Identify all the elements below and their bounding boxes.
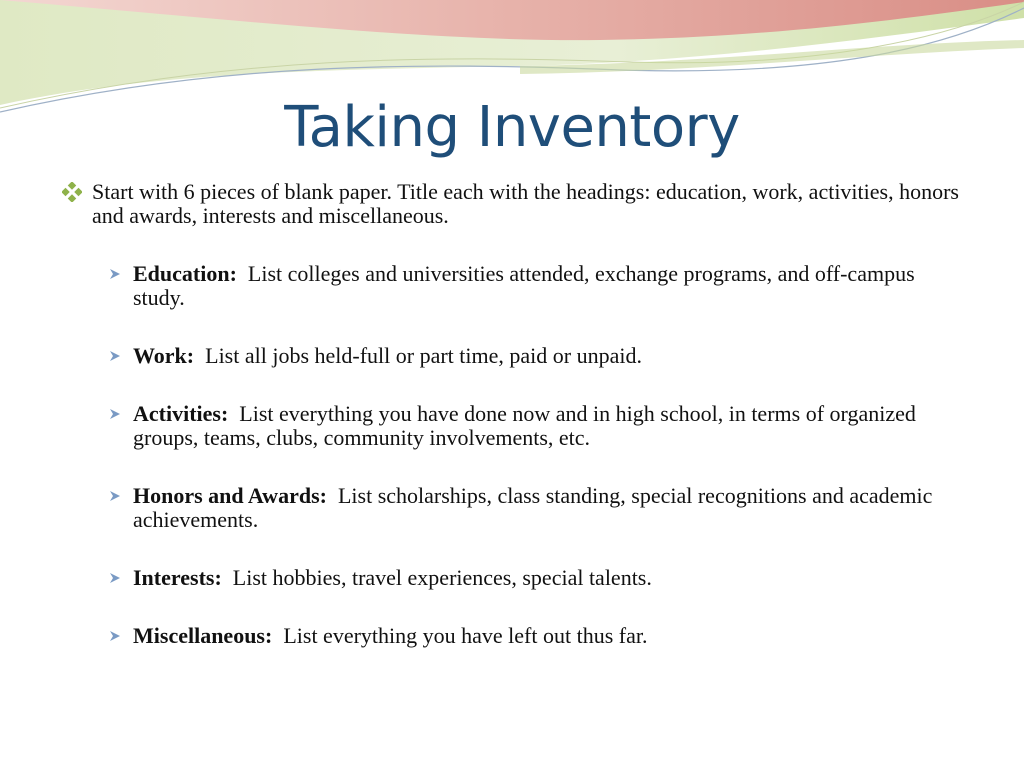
list-item-education bbox=[107, 262, 953, 310]
list-item-interests bbox=[107, 566, 953, 590]
four-diamond-bullet-icon bbox=[62, 182, 82, 202]
slide-title: Taking Inventory bbox=[284, 95, 740, 160]
intro-bullet bbox=[62, 180, 962, 228]
item-term: Activities: bbox=[133, 401, 229, 426]
slide-body bbox=[62, 180, 962, 682]
arrowhead-bullet-icon bbox=[109, 630, 121, 642]
item-text: List scholarships, class standing, special recognitions and academic achievements. bbox=[133, 483, 938, 532]
item-term: Education: bbox=[133, 261, 237, 286]
list-item-honors-awards bbox=[107, 484, 953, 532]
list-item-activities bbox=[107, 402, 953, 450]
item-text: List hobbies, travel experiences, special talents. bbox=[221, 565, 652, 590]
arrowhead-bullet-icon bbox=[109, 490, 121, 502]
item-text: List colleges and universities attended, exchange programs, and off-campus study. bbox=[133, 261, 921, 310]
list-item-work bbox=[107, 344, 953, 368]
item-term: Miscellaneous: bbox=[133, 623, 273, 648]
item-text: List everything you have done now and in high school, in terms of organized groups, teams, clubs, community involvements, etc. bbox=[133, 401, 922, 450]
item-term: Interests: bbox=[133, 565, 222, 590]
list-item-miscellaneous bbox=[107, 624, 953, 648]
arrowhead-bullet-icon bbox=[109, 572, 121, 584]
arrowhead-bullet-icon bbox=[109, 268, 121, 280]
item-term: Honors and Awards: bbox=[133, 483, 327, 508]
intro-text: Start with 6 pieces of blank paper. Title each with the headings: education, work, activities, honors and awards, interests and miscellaneous. bbox=[92, 179, 959, 228]
item-term: Work: bbox=[133, 343, 195, 368]
arrowhead-bullet-icon bbox=[109, 350, 121, 362]
arrowhead-bullet-icon bbox=[109, 408, 121, 420]
item-text: List all jobs held-full or part time, paid or unpaid. bbox=[194, 343, 642, 368]
item-text: List everything you have left out thus far. bbox=[272, 623, 648, 648]
